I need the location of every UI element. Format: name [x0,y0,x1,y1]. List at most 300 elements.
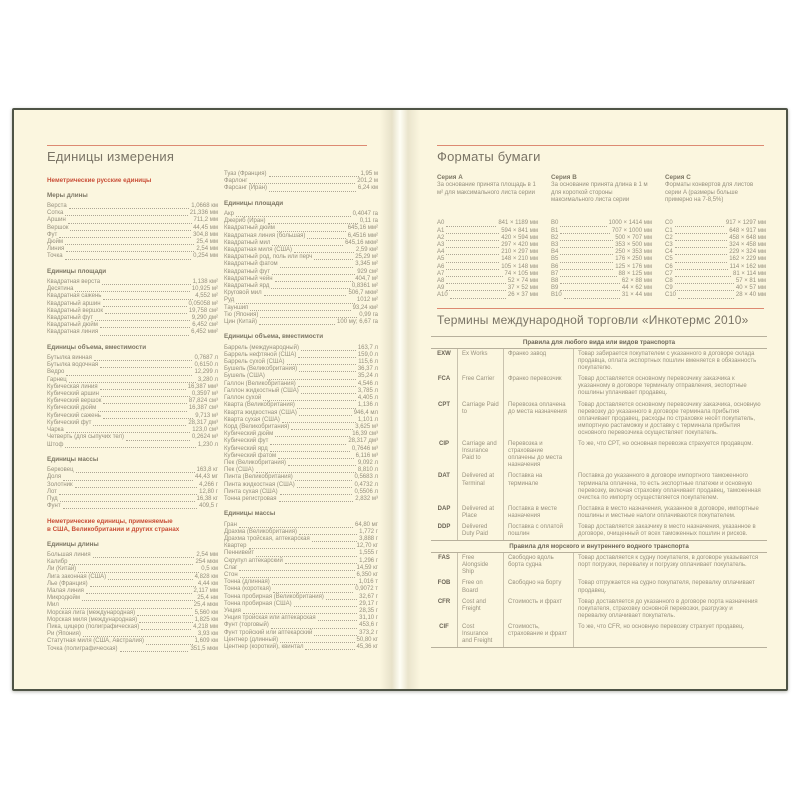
dot-leader [256,469,356,473]
incoterms-name-ru: Свободно вдоль борта судна [503,553,573,578]
unit-value: 35,24 л [357,373,378,380]
unit-row [47,377,218,384]
unit-name: C10 [665,292,677,299]
dot-leader [560,287,620,291]
dot-leader [63,477,193,481]
unit-name: Пеннивейт [224,550,255,557]
unit-row [47,217,218,224]
unit-row [47,362,218,369]
unit-name: C4 [665,249,673,256]
unit-name: Пек (США) [224,467,254,474]
dot-leader [675,230,728,234]
dot-leader [678,295,734,299]
unit-row [47,279,218,286]
unit-value: 44,43 мг [195,474,218,481]
dot-leader [301,390,356,394]
unit-name: Пинта сухая (США) [224,488,278,495]
unit-row [47,246,218,253]
unit-row [47,405,218,412]
unit-row [224,558,378,565]
unit-name: Десятина [47,286,74,293]
dot-leader [560,280,620,284]
unit-value: 123,0 см³ [192,427,218,434]
series-description: За основание принята площадь в 1 м² для максимального листа серии [437,182,536,196]
unit-value: 50,80 кг [356,636,378,643]
unit-row [224,261,378,268]
book-gutter [380,110,420,689]
dot-leader [137,612,192,616]
dot-leader [446,237,499,241]
unit-row [665,242,766,249]
unit-value: 40 × 57 мм [735,285,766,292]
unit-value: 1,296 г [359,557,378,564]
unit-row [224,536,378,543]
unit-name: Лье (Франция) [47,580,88,587]
unit-row [47,482,218,489]
unit-section-header: Единицы площади [224,199,284,207]
dot-leader [75,288,189,292]
unit-name: Доля [47,474,62,481]
units-column-2 [224,171,378,651]
incoterms-code: CFR [437,598,451,605]
unit-row [47,413,218,420]
unit-row [551,264,652,271]
dot-leader [243,610,357,614]
unit-name: Тауншип [224,304,249,311]
unit-value: 1000 × 1414 мм [608,220,652,227]
dot-leader [267,376,356,380]
series-description: Форматы конвертов для листов серии A (размеры больше примерно на 7-8,5%) [665,182,754,203]
unit-name: Унция тройская или аптекарская [224,615,316,622]
unit-name: Фут [47,231,58,238]
dot-leader [280,264,354,268]
dot-leader [272,271,355,275]
unit-value: 44 × 62 мм [621,285,652,292]
unit-name: Квадратный ярд [224,283,270,290]
dot-leader [675,287,734,291]
dot-leader [250,307,350,311]
unit-value: 201,2 м [357,178,378,185]
unit-red-section-header [47,518,218,533]
dot-leader [236,300,355,304]
dot-leader [301,347,356,351]
dot-leader [239,567,354,571]
unit-value: 28,35 г [359,607,378,614]
unit-row [224,482,378,489]
dot-leader [100,386,186,390]
unit-row [224,402,378,409]
unit-name: Пика, цицеро (полиграфическая) [47,623,140,630]
left-page-title: Единицы измерения [47,149,175,164]
unit-row [224,522,378,529]
incoterms-name-en: Cost and Freight [457,597,503,622]
unit-value: 500 × 707 мм [615,234,652,241]
unit-value: 506,7 мкм² [348,290,378,297]
unit-name: Бутылка винная [47,355,92,362]
unit-name: C2 [665,234,673,241]
unit-name: Квадратный аршин [47,300,101,307]
unit-row [224,644,378,651]
dot-leader [260,314,357,318]
dot-leader [560,244,613,248]
unit-row [551,242,652,249]
unit-value: 28,317 дм³ [348,438,378,445]
dot-leader [59,491,197,495]
unit-row [437,278,538,285]
dot-leader [105,310,187,314]
unit-name: Центнер (длинный) [224,636,279,643]
unit-name: Квадратный вершок [47,307,103,314]
unit-value: 4,218 мм [193,623,218,630]
unit-value: 14,59 кг [356,564,378,571]
unit-name: Квадратный дюйм [47,322,98,329]
unit-value: 1,609 км [194,638,218,645]
dot-leader [278,455,354,459]
unit-row [47,503,218,510]
dot-leader [100,332,189,336]
unit-name: Пинта (Великобритания) [224,474,293,481]
unit-name: Ли (Китай) [47,566,77,573]
unit-row [551,271,652,278]
dot-leader [69,379,196,383]
unit-name: Драхма (Великобритания) [224,528,297,535]
dot-leader [280,639,354,643]
open-book-spread [12,108,788,691]
dot-leader [446,223,496,227]
unit-row [224,460,378,467]
unit-row [437,256,538,263]
unit-value: 28,317 дм³ [188,419,218,426]
unit-row [224,290,378,297]
unit-value: 52 × 74 мм [507,278,538,285]
unit-name: Джериб (Иран) [224,218,266,225]
dot-leader [277,228,346,232]
unit-name: Тонна пробирная (США) [224,600,292,607]
unit-value: 711,2 мм [193,217,218,224]
dot-leader [270,448,350,452]
unit-value: 4,44 км [197,580,218,587]
dot-leader [298,383,356,387]
unit-row [437,264,538,271]
dot-leader [63,505,198,509]
unit-value: 0,05058 м² [188,300,218,307]
unit-row [47,467,218,474]
unit-name: C3 [665,242,673,249]
unit-name: Тонна регистровая [224,495,277,502]
unit-name: Морская лига (международная) [47,609,136,616]
incoterms-top-rule [437,308,764,309]
incoterms-description: Поставка в место назначения, указанное в договоре, импортные пошлины и местные налоги оплачиваются покупателем. [573,504,767,522]
dot-leader [65,256,191,260]
unit-row [47,574,218,581]
unit-row [437,228,538,235]
unit-name: Скрупул аптекарский [224,557,283,564]
dot-leader [446,244,499,248]
unit-name: B10 [551,292,562,299]
unit-value: 1,136 л [357,402,378,409]
unit-value: 353 × 500 мм [615,242,652,249]
series-column [437,174,538,300]
unit-row [47,581,218,588]
unit-row [224,410,378,417]
unit-name: Галлон жидкостный (США) [224,387,299,394]
unit-value: 28 × 40 мм [735,292,766,299]
unit-row [47,293,218,300]
dot-leader [279,498,354,502]
unit-row [224,446,378,453]
unit-row [551,285,652,292]
unit-value: 12,80 г [199,488,218,495]
dot-leader [675,251,728,255]
unit-name: Тю (Япония) [224,311,259,318]
dot-leader [100,364,192,368]
unit-name: Фарсанг (Иран) [224,185,268,192]
unit-value: 404,7 м² [355,275,378,282]
unit-section-header: Единицы объема, вместимости [224,333,324,341]
unit-value: 31,10 г [359,615,378,622]
unit-value: 4,546 л [357,380,378,387]
unit-name: Квадратный фут [47,315,94,322]
unit-name: Бушель (США) [224,373,265,380]
unit-row [551,220,652,227]
unit-row [224,269,378,276]
unit-row [224,438,378,445]
unit-value: 4,552 м² [195,293,218,300]
unit-section-header: Единицы площади [47,267,107,275]
unit-value: 3,888 г [359,535,378,542]
unit-name: Галлон сухой [224,395,262,402]
incoterms-name-en: Carriage and Insurance Paid to [457,439,503,471]
dot-leader [69,205,190,209]
red-header-line: в США, Великобритании и других странах [47,525,180,533]
unit-row [47,496,218,503]
incoterms-description: То же, что CPT, но основная перевозка страхуется продавцом. [573,439,767,471]
dot-leader [82,597,195,601]
unit-row [47,646,218,653]
dot-leader [102,281,190,285]
unit-row [224,185,378,192]
unit-name: Верста [47,203,67,209]
incoterms-name-ru: Франко завод [503,349,573,374]
unit-name: A0 [437,220,445,227]
unit-name: A4 [437,249,445,256]
incoterms-code: CIP [438,441,449,448]
incoterms-row [431,471,767,503]
unit-row [551,256,652,263]
dot-leader [560,237,613,241]
unit-name: Пуд [47,495,58,502]
dot-leader [60,498,195,502]
unit-value: 324 × 458 мм [729,242,766,249]
unit-value: 4,405 л [357,395,378,402]
incoterms-name-en: Ex Works [457,349,503,374]
unit-row [47,369,218,376]
unit-row [224,594,378,601]
unit-value: 351,5 мкм [190,645,218,652]
unit-row [47,631,218,638]
unit-row [224,373,378,380]
unit-value: 0,254 мм [193,253,218,260]
unit-row [665,264,766,271]
unit-value: 254 мкм [195,559,218,566]
dot-leader [560,259,613,263]
unit-value: 36,37 л [357,366,378,373]
unit-value: 25,4 нм [197,595,218,602]
incoterms-description: Поставка до указанного в договоре импортного таможенного терминала оплачена, то есть экспортные платежи и основную перевозку, включая страховку оплачивает продавец, таможенная очистка по импорту осуществляется покупателем. [573,471,767,503]
unit-value: 2,54 мм [196,551,218,558]
unit-value: 25,4 мкм [193,602,218,609]
dot-leader [560,230,610,234]
unit-name: Гарнец [47,376,67,383]
dot-leader [560,223,606,227]
dot-leader [294,249,354,253]
unit-value: 1,138 км² [192,279,218,286]
unit-row [665,220,766,227]
unit-value: 125 × 176 мм [615,263,652,270]
unit-row [47,442,218,449]
unit-name: A6 [437,263,445,270]
unit-value: 929 см² [357,268,378,275]
unit-value: 16,387 мм³ [187,383,218,390]
incoterms-name-en: Free Carrier [457,374,503,399]
dot-leader [295,477,353,481]
units-column-1 [47,169,218,653]
unit-value: 9,713 м³ [195,412,218,419]
unit-value: 420 × 594 мм [501,234,538,241]
unit-row [47,232,218,239]
incoterms-name-ru: Перевозка оплачена до места назначения [503,400,573,439]
unit-value: 1,95 м [360,171,378,177]
unit-value: 12,299 л [194,369,218,376]
dot-leader [86,590,192,594]
unit-name: Круговой мил [224,290,262,297]
dot-leader [294,603,358,607]
unit-row [224,467,378,474]
unit-value: 594 × 841 мм [501,227,538,234]
unit-row [47,427,218,434]
unit-name: Большая линия [47,551,91,558]
dot-leader [65,212,187,216]
dot-leader [141,626,191,630]
unit-value: 250 × 353 мм [615,249,652,256]
dot-leader [288,462,356,466]
unit-value: 31 × 44 мм [621,292,652,299]
unit-value: 81 × 114 мм [733,270,766,277]
incoterms-section-header: Правила для любого вида или видов транспорта [431,336,767,349]
unit-row [224,345,378,352]
unit-name: Фунт тройский или аптекарский [224,629,313,636]
unit-name: Кварта сухая (США) [224,416,280,423]
dot-leader [270,441,346,445]
unit-value: 1,772 г [359,528,378,535]
incoterms-description: Товар доставляется основному перевозчику заказчика к указанному в договоре терминалу отправления, экспортные пошлины уплачивает продавец. [573,374,767,399]
unit-value: 0,3597 м³ [191,391,218,398]
dot-leader [61,605,192,609]
unit-name: B0 [551,220,559,227]
series-name: Серия B [551,174,577,181]
unit-value: 841 × 1189 мм [498,220,538,227]
unit-value: 0,7646 м³ [351,445,378,452]
unit-row [47,322,218,329]
dot-leader [108,576,192,580]
incoterms-description: Товар забирается покупателем с указанного в договоре склада продавца, оплата экспортных пошлин вменяется в обязанность покупателю. [573,349,767,374]
dot-leader [299,531,357,535]
incoterms-description: Товар доставляется заказчику в место назначения, указанное в договоре, очищенный от всех таможенных пошлин и рисков. [573,522,767,540]
unit-name: A10 [437,292,448,299]
unit-value: 0,4732 л [354,481,378,488]
unit-name: Квадратный мил [224,239,271,246]
unit-value: 4,266 г [199,481,218,488]
unit-value: 373,2 г [359,629,378,636]
dot-leader [93,554,195,558]
unit-name: A2 [437,234,445,241]
unit-value: 10,925 м² [191,286,218,293]
dot-leader [314,632,357,636]
incoterms-name-ru: Перевозка и страхование оплачены до места назначения [503,439,573,471]
unit-row [665,285,766,292]
unit-row [437,271,538,278]
unit-value: 645,16 мкм² [345,239,378,246]
unit-row [437,235,538,242]
unit-row [47,308,218,315]
incoterms-row [431,553,767,578]
unit-name: Фарлонг [224,178,248,185]
incoterms-code: DAP [437,505,451,512]
unit-name: Квадратная миля (США) [224,247,293,254]
dot-leader [76,469,195,473]
dot-leader [65,444,195,448]
dot-leader [675,237,728,241]
unit-row [665,228,766,235]
incoterms-name-ru: Франко перевозчик [503,374,573,399]
unit-value: 176 × 250 мм [615,256,652,263]
unit-value: 0,2624 м³ [191,434,218,441]
unit-value: 0,5506 л [354,488,378,495]
dot-leader [280,491,353,495]
dot-leader [560,273,616,277]
dot-leader [299,412,352,416]
unit-name: Золотник [47,481,73,488]
unit-name: Унция [224,607,241,614]
incoterms-row [431,622,767,647]
unit-value: 3,93 км [197,631,218,638]
dot-leader [446,273,502,277]
unit-section-header: Единицы объема, вместимости [47,343,147,351]
dot-leader [560,266,613,270]
unit-value: 93,24 км² [352,304,378,311]
unit-name: Берковец [47,467,74,474]
unit-name: A9 [437,285,445,292]
unit-name: Фунт [47,503,61,510]
unit-name: Квадратный дюйм [224,225,275,232]
unit-name: B1 [551,227,559,234]
unit-row [437,292,538,299]
unit-value: 645,16 мм² [347,225,378,232]
dot-leader [78,569,199,573]
dot-leader [263,397,356,401]
unit-row [665,271,766,278]
unit-value: 1012 м² [356,297,378,304]
series-description: За основание принята длина в 1 м для короткой стороны максимального листа серии [551,182,648,203]
dot-leader [307,235,345,239]
incoterms-section-header: Правила для морского и внутреннего водного транспорта [431,540,767,553]
unit-value: 0,8361 м² [351,283,378,290]
unit-name: C1 [665,227,673,234]
unit-name: Туаз (Франция) [224,171,267,177]
unit-value: 88 × 125 мм [618,270,652,277]
unit-section-header: Единицы массы [47,455,99,463]
unit-value: 100 му; 6,67 га [337,319,378,326]
